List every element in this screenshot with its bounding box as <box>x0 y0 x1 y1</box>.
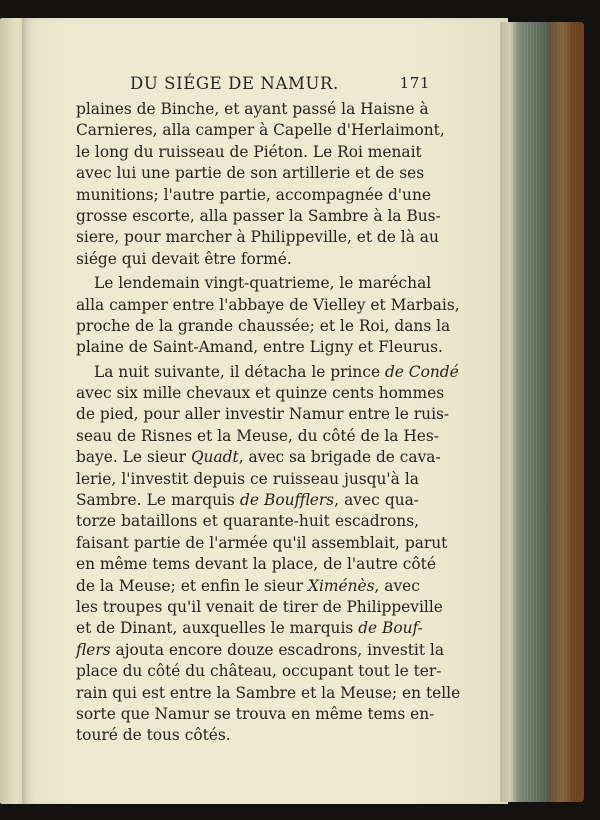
text-line <box>76 99 429 120</box>
text-line <box>76 490 419 511</box>
page-header <box>130 74 430 100</box>
text-segment: et de Dinant, auxquelles le marquis <box>76 619 359 638</box>
body-text <box>76 99 461 747</box>
text-segment: avec six mille chevaux et quinze cents hommes <box>76 384 445 403</box>
text-segment: les troupes qu'il venait de tirer de Philippeville <box>76 597 443 616</box>
text-line <box>76 683 461 704</box>
text-segment: plaine de Saint-Amand, entre Ligny et Fleurus. <box>76 338 443 357</box>
text-line <box>76 533 448 554</box>
text-line <box>76 447 441 468</box>
italic-name: de Condé <box>384 362 459 381</box>
text-segment: alla camper entre l'abbaye de Vielley et Marbais, <box>76 295 460 314</box>
text-line <box>76 618 423 639</box>
text-segment: Sambre. Le marquis <box>76 491 240 510</box>
text-segment: siége qui devait être formé. <box>76 249 292 268</box>
text-segment: en même tems devant la place, de l'autre côté <box>76 555 436 574</box>
text-line <box>76 511 419 532</box>
text-segment: , avec sa brigade de cava- <box>238 448 441 467</box>
text-segment: La nuit suivante, il détacha le prince <box>94 362 385 381</box>
text-segment: torze bataillons et quarante-huit escadrons, <box>76 512 419 531</box>
text-segment: Le lendemain vingt-quatrieme, le maréchal <box>94 274 432 293</box>
italic-name: de Bouf- <box>358 619 423 638</box>
text-line <box>76 704 435 725</box>
text-segment: , avec <box>374 576 420 595</box>
running-head: DU SIÉGE DE NAMUR. <box>130 74 339 93</box>
text-segment: sorte que Namur se trouva en même tems en- <box>76 704 435 723</box>
text-line <box>76 273 432 294</box>
text-line <box>76 661 442 682</box>
text-line <box>76 142 422 163</box>
text-segment: de la Meuse; et enfin le sieur <box>76 576 308 595</box>
paragraph <box>76 99 445 270</box>
text-segment: rain qui est entre la Sambre et la Meuse; en telle <box>76 683 461 702</box>
text-line <box>76 206 441 227</box>
text-line <box>76 249 419 270</box>
page-number: 171 <box>399 74 430 92</box>
text-segment: touré de tous côtés. <box>76 726 231 745</box>
text-segment: munitions; l'autre partie, accompagnée d'une <box>76 185 431 204</box>
text-line <box>76 383 445 404</box>
text-line <box>76 469 419 490</box>
text-segment: de pied, pour aller investir Namur entre le ruis- <box>76 405 450 424</box>
text-line <box>76 227 439 248</box>
text-line <box>76 316 451 337</box>
text-line <box>76 576 419 597</box>
text-segment: baye. Le sieur <box>76 448 191 467</box>
text-segment: proche de la grande chaussée; et le Roi, dans la <box>76 316 451 335</box>
text-segment: ajouta encore douze escadrons, investit la <box>110 640 445 659</box>
text-line <box>76 185 431 206</box>
marbled-edge <box>548 22 582 802</box>
text-line <box>76 337 443 358</box>
text-segment: le long du ruisseau de Piéton. Le Roi menait <box>76 142 422 161</box>
text-line <box>76 362 459 383</box>
paragraph <box>76 362 461 747</box>
text-line <box>76 404 450 425</box>
text-segment: place du côté du château, occupant tout le ter- <box>76 662 442 681</box>
text-line <box>76 120 445 141</box>
italic-name: Ximénès <box>308 576 375 595</box>
text-line <box>76 554 436 575</box>
text-line <box>76 163 425 184</box>
text-segment: siere, pour marcher à Philippeville, et de là au <box>76 228 439 247</box>
text-line <box>76 725 419 746</box>
text-line <box>76 426 440 447</box>
italic-name: de Boufflers <box>239 491 335 510</box>
text-segment: faisant partie de l'armée qu'il assemblait, parut <box>76 533 448 552</box>
text-line <box>76 295 460 316</box>
paragraph <box>76 273 460 359</box>
text-line <box>76 640 445 661</box>
text-segment: , avec qua- <box>334 491 419 510</box>
text-segment: Carnieres, alla camper à Capelle d'Herlaimont, <box>76 121 445 140</box>
text-segment: avec lui une partie de son artillerie et de ses <box>76 164 425 183</box>
text-segment: plaines de Binche, et ayant passé la Haisne à <box>76 100 429 118</box>
text-segment: seau de Risnes et la Meuse, du côté de la Hes- <box>76 426 440 445</box>
text-line <box>76 597 443 618</box>
facing-page-edge <box>0 18 24 804</box>
italic-name: flers <box>76 640 111 659</box>
italic-name: Quadt <box>190 448 239 467</box>
text-segment: lerie, l'investit depuis ce ruisseau jusqu'à la <box>76 469 419 488</box>
text-segment: grosse escorte, alla passer la Sambre à la Bus- <box>76 206 441 225</box>
